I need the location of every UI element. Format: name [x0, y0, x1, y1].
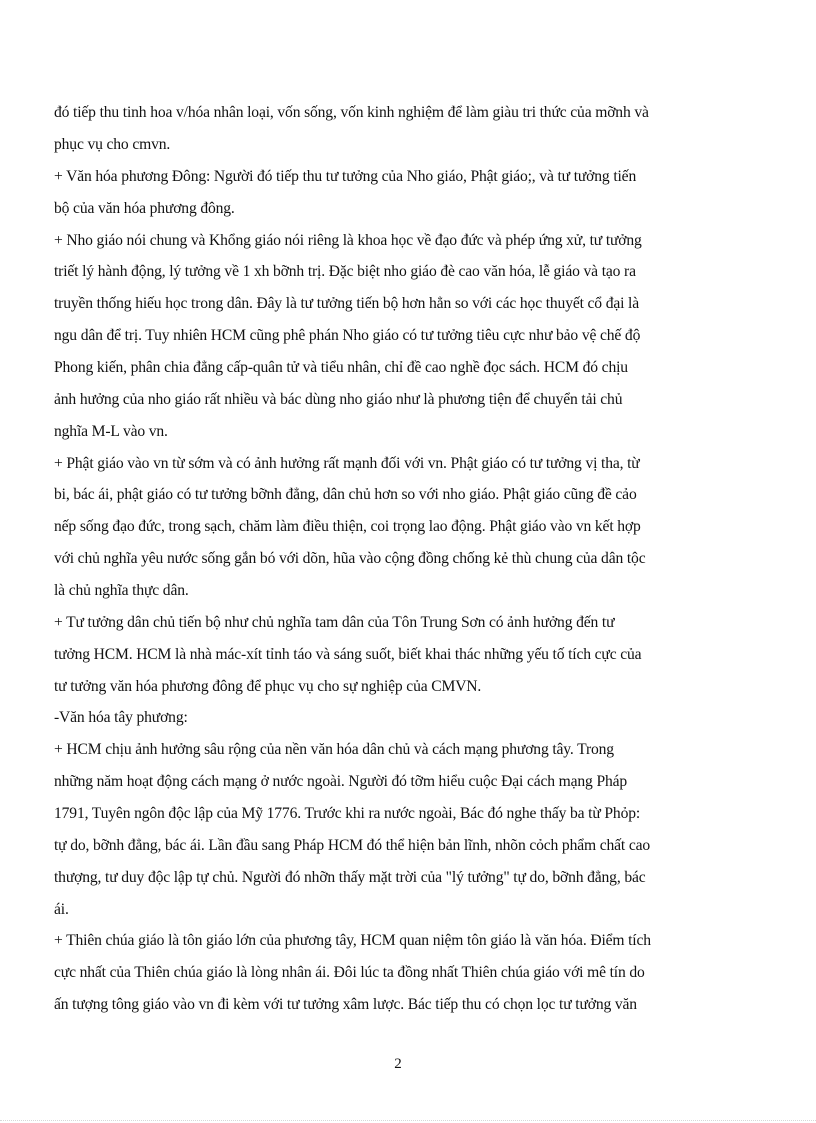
text-line: đó tiếp thu tinh hoa v/hóa nhân loại, vốn sống, vốn kinh nghiệm để làm giàu tri thức của mỡnh và [54, 104, 649, 121]
text-line: + Phật giáo vào vn từ sớm và có ảnh hưởng rất mạnh đối với vn. Phật giáo có tư tưởng vị tha, từ [54, 455, 640, 472]
text-line: bộ của văn hóa phương đông. [54, 200, 235, 217]
text-line: nếp sống đạo đức, trong sạch, chăm làm điều thiện, coi trọng lao động. Phật giáo vào vn kết hợp [54, 518, 641, 535]
page-number: 2 [394, 1056, 402, 1072]
text-line: + Thiên chúa giáo là tôn giáo lớn của phương tây, HCM quan niệm tôn giáo là văn hóa. Điểm tích [54, 932, 651, 949]
text-line: ái. [54, 901, 69, 918]
text-line: + HCM chịu ảnh hưởng sâu rộng của nền văn hóa dân chủ và cách mạng phương tây. Trong [54, 741, 614, 758]
text-line: là chủ nghĩa thực dân. [54, 582, 189, 599]
text-line: truyền thống hiếu học trong dân. Đây là tư tưởng tiến bộ hơn hẳn so với các học thuyết cổ đại là [54, 295, 640, 312]
text-line: triết lý hành động, lý tưởng về 1 xh bỡnh trị. Đặc biệt nho giáo đè cao văn hóa, lễ giáo và tạo ra [54, 263, 636, 280]
text-line: với chủ nghĩa yêu nước sống gắn bó với dõn, hũa vào cộng đồng chống kẻ thù chung của dân tộc [54, 550, 646, 567]
text-line: bi, bác ái, phật giáo có tư tưởng bỡnh đẳng, dân chủ hơn so với nho giáo. Phật giáo cũng đề cảo [54, 486, 637, 503]
text-line: tư tưởng văn hóa phương đông để phục vụ cho sự nghiệp của CMVN. [54, 678, 482, 695]
text-line: + Nho giáo nói chung và Khổng giáo nói riêng là khoa học về đạo đức và phép ứng xử, tư tưởng [54, 232, 642, 249]
section-heading: -Văn hóa tây phương: [54, 709, 188, 726]
text-line: 1791, Tuyên ngôn độc lập của Mỹ 1776. Trước khi ra nước ngoài, Bác đó nghe thấy ba từ Phỏp: [54, 805, 641, 822]
text-line: + Văn hóa phương Đông: Người đó tiếp thu tư tưởng của Nho giáo, Phật giáo;, và tư tưởng tiến [54, 168, 637, 185]
text-line: phục vụ cho cmvn. [54, 136, 171, 153]
text-line: tưởng HCM. HCM là nhà mác-xít tỉnh táo và sáng suốt, biết khai thác những yếu tố tích cực của [54, 646, 642, 663]
text-line: + Tư tưởng dân chủ tiến bộ như chủ nghĩa tam dân của Tôn Trung Sơn có ảnh hưởng đến tư [54, 614, 615, 631]
text-line: Phong kiến, phân chia đẳng cấp-quân tử và tiểu nhân, chỉ đề cao nghề đọc sách. HCM đó chịu [54, 359, 628, 376]
text-line: nghĩa M-L vào vn. [54, 423, 168, 440]
text-line: thượng, tư duy độc lập tự chủ. Người đó nhỡn thấy mặt trời của "lý tưởng" tự do, bỡnh đẳng, bác [54, 869, 646, 886]
text-line: cực nhất của Thiên chúa giáo là lòng nhân ái. Đôi lúc ta đồng nhất Thiên chúa giáo với mê tín do [54, 964, 645, 981]
text-line: những năm hoạt động cách mạng ở nước ngoài. Người đó tỡm hiểu cuộc Đại cách mạng Pháp [54, 773, 628, 790]
text-line: tự do, bỡnh đẳng, bác ái. Lần đầu sang Pháp HCM đó thể hiện bản lĩnh, nhõn cỏch phẩm chất cao [54, 837, 651, 854]
text-line: ngu dân để trị. Tuy nhiên HCM cũng phê phán Nho giáo có tư tưởng tiêu cực như bảo vệ chế độ [54, 327, 641, 344]
page-bottom-rule [0, 1120, 816, 1121]
text-line: ảnh hưởng của nho giáo rất nhiều và bác dùng nho giáo như là phương tiện để chuyển tải chủ [54, 391, 623, 408]
text-line: ấn tượng tông giáo vào vn đi kèm với tư tưởng xâm lược. Bác tiếp thu có chọn lọc tư tưởng văn [54, 996, 637, 1013]
